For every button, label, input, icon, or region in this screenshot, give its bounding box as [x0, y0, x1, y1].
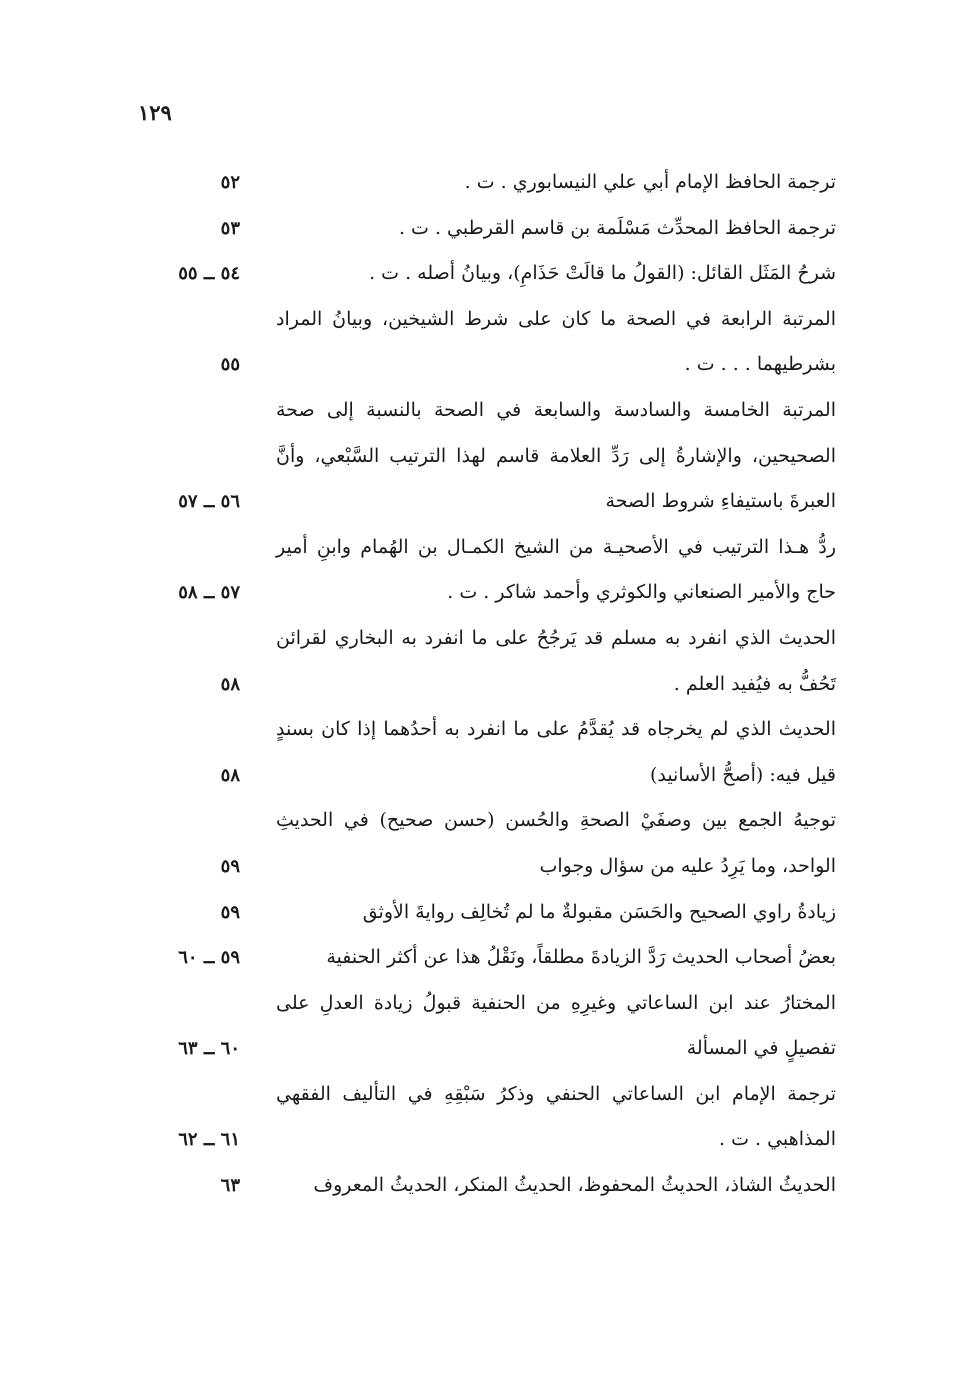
toc-entry-title: ترجمة الإمام ابن الساعاتي الحنفي وذكرُ سَبْقِهِ في التأليف الفقهي المذاهبي . ت .: [276, 1082, 836, 1151]
toc-entry: [0, 616, 961, 707]
toc-entry-pages: ٥٧ ــ ٥٨: [178, 582, 240, 604]
toc-entry-title: شرحُ المَثَل القائل: (القولُ ما قالَتْ حَذَامِ)، وبيانُ أصله . ت .: [369, 262, 836, 285]
toc-entry-pages: ٥٨: [220, 764, 240, 786]
page-number: ١٢٩: [138, 100, 172, 125]
toc-entry: [0, 1072, 961, 1163]
toc-entry: [0, 935, 961, 981]
table-of-contents: [0, 160, 961, 1209]
toc-entry-title: ترجمة الحافظ المحدِّث مَسْلَمة بن قاسم القرطبي . ت .: [398, 216, 836, 239]
toc-entry-pages: ٦٣: [220, 1175, 240, 1197]
toc-entry: [0, 251, 961, 297]
toc-entry-title: زيادةُ راوي الصحيح والحَسَن مقبولةٌ ما لم تُخالِف روايةَ الأوثق: [362, 900, 836, 923]
toc-entry: [0, 297, 961, 388]
toc-entry-pages: ٦٠ ــ ٦٣: [178, 1038, 240, 1060]
toc-entry-title: بعضُ أصحاب الحديث رَدَّ الزيادةَ مطلقاً، ونَقْلُ هذا عن أكثر الحنفية: [326, 946, 836, 969]
toc-entry-title: المرتبة الخامسة والسادسة والسابعة في الصحة بالنسبة إلى صحة الصحيحين، والإشارةُ إلى رَدِّ العلامة قاسم لهذا الترتيب السَّبْعي، وأنَّ العبرةَ باستيفاءِ شروط الصحة: [276, 398, 836, 513]
toc-entry-title: توجيهُ الجمع بين وصفَيْ الصحةِ والحُسن (حسن صحيح) في الحديثِ الواحد، وما يَرِدُ عليه من سؤال وجواب: [276, 809, 836, 877]
toc-entry-title: الحديث الذي انفرد به مسلم قد يَرجُحُ على ما انفرد به البخاري لقرائن تَحُفُّ به فيُفيد العلم .: [276, 626, 836, 695]
toc-entry: [0, 1163, 961, 1209]
toc-entry-pages: ٥٦ ــ ٥٧: [178, 491, 240, 513]
toc-entry-title: ترجمة الحافظ الإمام أبي علي النيسابوري . ت .: [464, 171, 836, 193]
toc-entry: [0, 798, 961, 889]
toc-entry-title: المختارُ عند ابن الساعاتي وغيرِهِ من الحنفية قبولُ زيادة العدلِ على تفصيلٍ في المسألة: [276, 991, 836, 1060]
toc-entry: [0, 160, 961, 206]
toc-entry-pages: ٥٨: [220, 673, 240, 695]
toc-entry: [0, 707, 961, 798]
toc-entry-pages: ٦١ ــ ٦٢: [178, 1129, 240, 1151]
toc-entry: [0, 525, 961, 616]
toc-entry-title: الحديث الذي لم يخرجاه قد يُقدَّمُ على ما انفرد به أحدُهما إذا كان بسندٍ قيل فيه: (أصحُّ الأسانيد): [276, 718, 836, 786]
toc-entry-pages: ٥٩: [220, 855, 240, 877]
toc-entry-pages: ٥٢: [220, 172, 240, 193]
toc-entry-pages: ٥٥: [220, 354, 240, 376]
toc-entry-pages: ٥٣: [220, 217, 240, 239]
toc-entry-pages: ٥٩: [220, 901, 240, 923]
toc-entry-title: ردُّ هـذا الترتيب في الأصحيـة من الشيخ الكمـال بن الهُمام وابنِ أمير حاج والأمير الصنعاني والكوثري وأحمد شاكر . ت .: [276, 535, 836, 604]
toc-entry-title: الحديثُ الشاذ، الحديثُ المحفوظ، الحديثُ المنكر، الحديثُ المعروف: [313, 1174, 836, 1197]
toc-entry-title: المرتبة الرابعة في الصحة ما كان على شرط الشيخين، وبيانُ المراد بشرطيهما . . . ت .: [276, 307, 836, 376]
toc-entry-pages: ٥٩ ــ ٦٠: [178, 947, 240, 969]
toc-entry: [0, 981, 961, 1072]
toc-entry: [0, 388, 961, 525]
toc-entry-pages: ٥٤ ــ ٥٥: [178, 263, 240, 285]
toc-entry: [0, 890, 961, 936]
toc-entry: [0, 206, 961, 252]
